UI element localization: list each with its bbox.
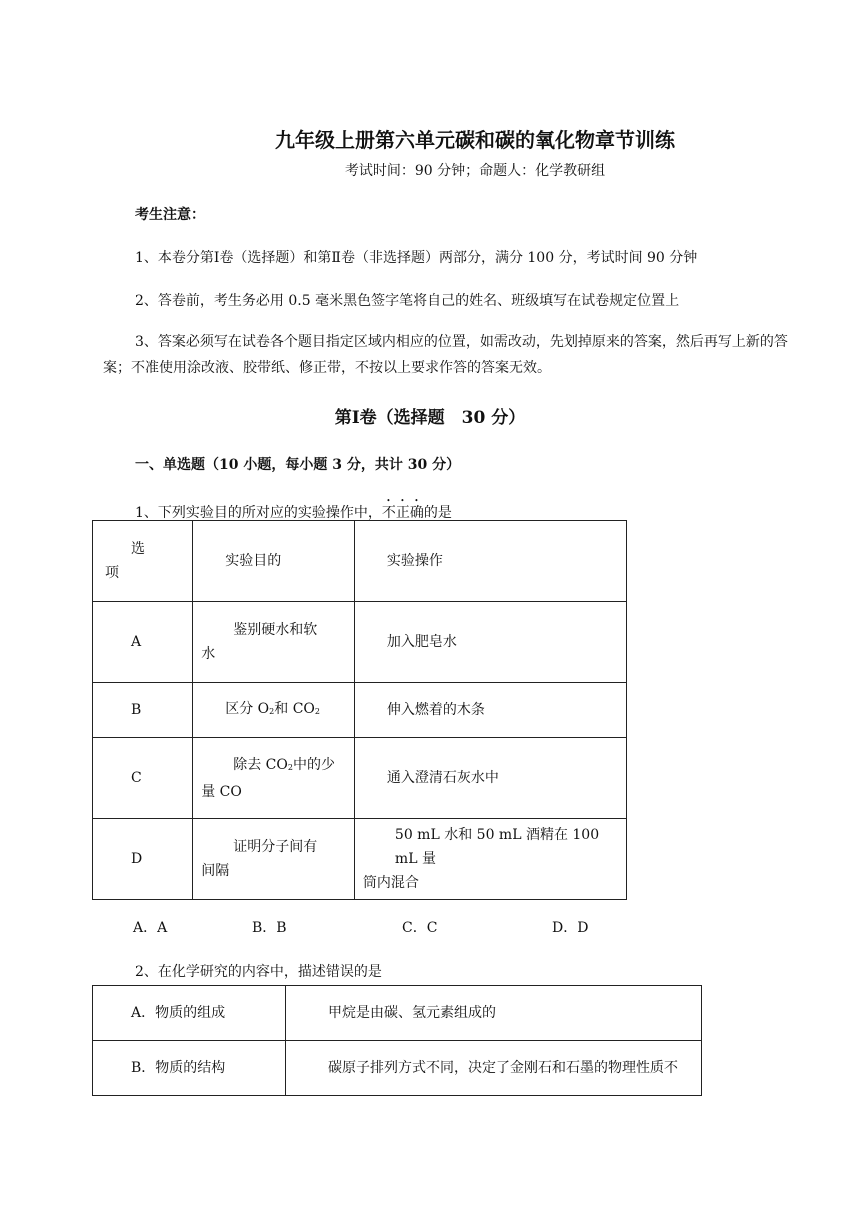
- table-row: [93, 819, 627, 900]
- q1-option-b[interactable]: B．B: [252, 920, 287, 936]
- row-purpose-line2: 量 CO: [201, 783, 242, 800]
- table-row: [93, 1041, 702, 1096]
- q1-stem-prefix: 1、下列实验目的所对应的实验操作中，: [135, 505, 382, 521]
- row-purpose: [193, 683, 355, 738]
- notice-item-3: 3、答案必须写在试卷各个题目指定区域内相应的位置，如需改动，先划掉原来的答案，然后再写上新的答案；不准使用涂改液、胶带纸、修正带，不按以上要求作答的答案无效。: [103, 334, 788, 376]
- row-option: A: [93, 602, 193, 683]
- row-operation: 加入肥皂水: [354, 602, 626, 683]
- question-1-table: [92, 520, 627, 900]
- section-heading: 第Ⅰ卷（选择题 30 分）: [334, 408, 526, 428]
- table-row: [93, 683, 627, 738]
- row-description: 碳原子排列方式不同，决定了金刚石和石墨的物理性质不: [286, 1041, 702, 1096]
- q1-option-c[interactable]: C．C: [402, 920, 438, 936]
- row-purpose-line1: 证明分子间有: [233, 839, 318, 855]
- q1-option-d[interactable]: D．D: [552, 920, 589, 936]
- notice-item-2: 2、答卷前，考生务必用 0.5 毫米黑色签字笔将自己的姓名、班级填写在试卷规定位置上: [135, 293, 680, 309]
- table-row: [93, 986, 702, 1041]
- header-purpose: 实验目的: [193, 521, 355, 602]
- purpose-text: 除去 CO: [233, 756, 288, 773]
- question-1-stem: [135, 497, 452, 522]
- purpose-text: 中的少: [292, 756, 335, 773]
- q1-stem-emphasis: 不正确: [381, 505, 424, 521]
- row-operation: 通入澄清石灰水中: [354, 738, 626, 819]
- table-row: [93, 738, 627, 819]
- row-option: C: [93, 738, 193, 819]
- row-description: 甲烷是由碳、氢元素组成的: [286, 986, 702, 1041]
- notice-heading: 考生注意：: [135, 207, 205, 223]
- header-option-b: 项: [105, 565, 119, 581]
- row-label[interactable]: B．物质的结构: [93, 1041, 286, 1096]
- row-purpose-line2: 水: [201, 646, 216, 662]
- row-purpose: [193, 819, 355, 900]
- row-purpose: [193, 602, 355, 683]
- header-option-cell: [93, 521, 193, 602]
- question-2-table: [92, 985, 702, 1096]
- row-purpose-line1: [201, 753, 346, 780]
- subscript: 2: [314, 706, 320, 716]
- row-label[interactable]: A．物质的组成: [93, 986, 286, 1041]
- exam-info: 考试时间：90 分钟；命题人：化学教研组: [344, 163, 606, 179]
- row-purpose: [193, 738, 355, 819]
- row-operation: 伸入燃着的木条: [354, 683, 626, 738]
- table-row: [93, 602, 627, 683]
- row-operation: [354, 819, 626, 900]
- header-option-a: 选: [131, 541, 145, 557]
- question-2-stem: 2、在化学研究的内容中，描述错误的是: [135, 964, 382, 980]
- page-title: 九年级上册第六单元碳和碳的氧化物章节训练: [275, 128, 675, 152]
- row-option: D: [93, 819, 193, 900]
- q1-option-a[interactable]: A．A: [133, 920, 168, 936]
- row-purpose-line1: 鉴别硬水和软: [233, 622, 318, 638]
- purpose-text: 区分 O: [225, 700, 270, 717]
- row-option: B: [93, 683, 193, 738]
- row-purpose-line2: 间隔: [201, 863, 230, 879]
- row-operation-line2: 筒内混合: [362, 875, 419, 891]
- q1-stem-suffix: 的是: [423, 505, 452, 521]
- header-operation: 实验操作: [354, 521, 626, 602]
- subscript: 2: [269, 706, 275, 716]
- notice-item-1: 1、本卷分第Ⅰ卷（选择题）和第Ⅱ卷（非选择题）两部分，满分 100 分，考试时间 90 分钟: [135, 250, 698, 266]
- purpose-text: 和 CO: [274, 700, 315, 717]
- table-header-row: [93, 521, 627, 602]
- row-operation-line1: 50 mL 水和 50 mL 酒精在 100 mL 量: [394, 827, 600, 867]
- subscript: 2: [287, 762, 293, 772]
- part-heading: 一、单选题（10 小题，每小题 3 分，共计 30 分）: [135, 457, 461, 473]
